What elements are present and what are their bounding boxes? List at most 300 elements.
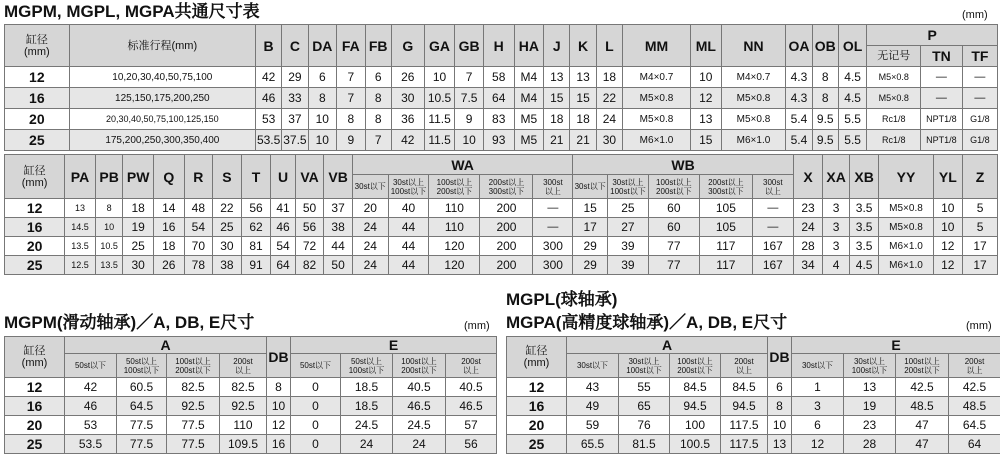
table-cell: 18	[153, 237, 184, 256]
table-cell: 40.5	[446, 378, 497, 397]
table-cell: 60	[648, 199, 699, 218]
table-cell: 25	[123, 237, 154, 256]
db-header: DB	[768, 337, 792, 378]
table-cell: 10	[424, 67, 455, 88]
wb-header: WB	[573, 155, 793, 175]
table-cell: 120	[429, 256, 480, 275]
table-cell: 25	[213, 218, 242, 237]
table-cell: 83	[483, 109, 514, 130]
table-row	[5, 109, 998, 130]
table-cell: 41	[271, 199, 295, 218]
table-cell: —	[533, 199, 573, 218]
table3-title: MGPM(滑动轴承)／A, DB, E尺寸	[4, 313, 255, 332]
table-cell: 20,30,40,50,75,100,125,150	[69, 109, 255, 130]
table-cell: 38	[324, 218, 353, 237]
table-cell: 4.3	[786, 67, 812, 88]
table-cell: 54	[271, 237, 295, 256]
table-cell: 42.5	[949, 378, 1000, 397]
column-header: VA	[295, 155, 324, 199]
table-cell: 24	[352, 256, 388, 275]
table-cell: 18.5	[341, 397, 393, 416]
table-cell: 117.5	[721, 416, 768, 435]
table-cell: 12	[792, 435, 844, 454]
table-cell: 117	[699, 256, 752, 275]
table-cell: —	[921, 88, 963, 109]
bore-cell: 16	[5, 218, 65, 237]
table-cell: 56	[241, 199, 271, 218]
table-cell: 10	[455, 130, 483, 151]
table-cell: 100	[670, 416, 721, 435]
table-cell: 20	[352, 199, 388, 218]
table-cell: 22	[596, 88, 622, 109]
column-header: MM	[623, 25, 691, 67]
table-cell: M5×0.8	[879, 199, 933, 218]
table-cell: 10	[308, 130, 336, 151]
table-cell: M5	[514, 109, 544, 130]
column-header: 100st以上 200st以下	[670, 354, 721, 378]
table-cell: M5×0.8	[623, 109, 691, 130]
table-cell: 10,20,30,40,50,75,100	[69, 67, 255, 88]
table-cell: 92.5	[167, 397, 220, 416]
column-header: PA	[65, 155, 96, 199]
column-header: XB	[849, 155, 879, 199]
bore-cell: 16	[507, 397, 567, 416]
table-cell: 19	[123, 218, 154, 237]
table-cell: 48	[184, 199, 213, 218]
table-cell: 8	[365, 109, 391, 130]
column-header: 300st 以上	[752, 175, 793, 199]
table-cell: 24	[793, 218, 823, 237]
column-header: PB	[95, 155, 123, 199]
table-cell: 15	[690, 130, 721, 151]
table-cell: Rc1/8	[867, 109, 921, 130]
bore-cell: 25	[5, 435, 65, 454]
table-cell: 18.5	[341, 378, 393, 397]
table-cell: 0	[291, 397, 341, 416]
bore-cell: 16	[5, 397, 65, 416]
column-header: 100st以上 200st以下	[648, 175, 699, 199]
table-cell: 5.4	[786, 130, 812, 151]
table-cell: 64.5	[117, 397, 167, 416]
column-header: HA	[514, 25, 544, 67]
table-row	[507, 435, 1000, 454]
column-header: 300st 以上	[533, 175, 573, 199]
table-cell: 8	[365, 88, 391, 109]
table-cell: 105	[699, 218, 752, 237]
dimensions-table-2	[4, 154, 998, 275]
table-row	[5, 88, 998, 109]
table-cell: —	[752, 199, 793, 218]
bore-header: 缸径 (mm)	[5, 155, 65, 199]
table-cell: M6×1.0	[623, 130, 691, 151]
table-cell: 13	[544, 67, 570, 88]
table-cell: 65.5	[567, 435, 619, 454]
table-cell: 77	[648, 256, 699, 275]
table-cell: 27	[608, 218, 649, 237]
table-cell: M5×0.8	[721, 109, 786, 130]
table-cell: 3	[823, 237, 850, 256]
table-cell: 4.3	[786, 88, 812, 109]
bore-cell: 20	[5, 416, 65, 435]
e-header: E	[291, 337, 497, 354]
table-cell: 13	[65, 199, 96, 218]
table-cell: 54	[184, 218, 213, 237]
table-cell: 55	[619, 378, 670, 397]
table-cell: 46.5	[446, 397, 497, 416]
table-cell: 10	[933, 199, 963, 218]
table-cell: 7.5	[455, 88, 483, 109]
table-cell: 9.5	[812, 109, 838, 130]
table-cell: M5×0.8	[623, 88, 691, 109]
table-cell: 100.5	[670, 435, 721, 454]
table-cell: 8	[812, 67, 838, 88]
table-cell: 3.5	[849, 237, 879, 256]
table-cell: 19	[844, 397, 896, 416]
table-cell: 8	[812, 88, 838, 109]
common-dimensions-table	[4, 24, 998, 151]
table-cell: 6	[308, 67, 336, 88]
table-cell: 13.5	[65, 237, 96, 256]
table-cell: 16	[153, 218, 184, 237]
table-cell: 57	[446, 416, 497, 435]
column-header: NN	[721, 25, 786, 67]
table-cell: 12	[933, 237, 963, 256]
table-cell: 7	[365, 130, 391, 151]
bore-cell: 12	[5, 378, 65, 397]
column-header: X	[793, 155, 823, 199]
table-cell: 72	[295, 237, 324, 256]
table-cell: 4.5	[838, 67, 866, 88]
table-cell: 15	[573, 199, 608, 218]
table-cell: M4	[514, 88, 544, 109]
table-cell: 24	[352, 237, 388, 256]
column-header: 30st以上 100st以下	[844, 354, 896, 378]
column-header: B	[255, 25, 281, 67]
bore-cell: 20	[5, 237, 65, 256]
column-header: Q	[153, 155, 184, 199]
table-cell: 6	[365, 67, 391, 88]
bore-cell: 12	[507, 378, 567, 397]
table-cell: 17	[573, 218, 608, 237]
port-header: P	[867, 25, 998, 46]
table-cell: 30	[123, 256, 154, 275]
table-cell: 82.5	[220, 378, 267, 397]
table-cell: 9.5	[812, 130, 838, 151]
bore-cell: 25	[507, 435, 567, 454]
column-header: 200st以上 300st以下	[480, 175, 533, 199]
table-cell: 37	[324, 199, 353, 218]
table-cell: 46.5	[393, 397, 446, 416]
bore-cell: 12	[5, 199, 65, 218]
table-cell: 77.5	[117, 435, 167, 454]
table-cell: 24	[393, 435, 446, 454]
table-cell: 15	[544, 88, 570, 109]
table-cell: 26	[391, 67, 424, 88]
table-cell: 3.5	[849, 218, 879, 237]
table-cell: —	[752, 218, 793, 237]
mgpm-a-db-e-table	[4, 336, 497, 454]
table-cell: NPT1/8	[921, 109, 963, 130]
column-header: L	[596, 25, 622, 67]
table-cell: 46	[255, 88, 281, 109]
table-cell: 60.5	[117, 378, 167, 397]
table-cell: 64	[483, 88, 514, 109]
column-header: S	[213, 155, 242, 199]
column-header: FA	[337, 25, 365, 67]
table-cell: 81	[241, 237, 271, 256]
table-cell: 5.5	[838, 130, 866, 151]
column-header: H	[483, 25, 514, 67]
table-cell: 9	[337, 130, 365, 151]
table-cell: 23	[793, 199, 823, 218]
table-cell: 24.5	[341, 416, 393, 435]
table-cell: 30	[213, 237, 242, 256]
table-cell: 17	[963, 256, 998, 275]
table-cell: 93	[483, 130, 514, 151]
table-cell: 40.5	[393, 378, 446, 397]
table-cell: NPT1/8	[921, 130, 963, 151]
db-header: DB	[267, 337, 291, 378]
table-cell: 12	[933, 256, 963, 275]
table1-title: MGPM, MGPL, MGPA共通尺寸表	[4, 2, 260, 21]
table-cell: 29	[282, 67, 308, 88]
table-cell: 84.5	[721, 378, 768, 397]
table-cell: 59	[567, 416, 619, 435]
table-cell: 18	[570, 109, 596, 130]
table-cell: 9	[455, 109, 483, 130]
table-cell: 26	[153, 256, 184, 275]
table-row	[507, 397, 1000, 416]
table-cell: 21	[570, 130, 596, 151]
table-cell: 91	[241, 256, 271, 275]
table-cell: 3.5	[849, 199, 879, 218]
table-cell: 94.5	[670, 397, 721, 416]
table-cell: 10	[690, 67, 721, 88]
table-row	[5, 397, 497, 416]
column-header: GB	[455, 25, 483, 67]
table-cell: 8	[337, 109, 365, 130]
table-cell: 18	[544, 109, 570, 130]
table-cell: 48.5	[949, 397, 1000, 416]
table-cell: 24	[596, 109, 622, 130]
table-row	[5, 130, 998, 151]
table-cell: 5.4	[786, 109, 812, 130]
column-header: 30st以下	[567, 354, 619, 378]
table-cell: 49	[567, 397, 619, 416]
table-cell: 0	[291, 416, 341, 435]
table-cell: —	[921, 67, 963, 88]
table-cell: 10.5	[424, 88, 455, 109]
column-header: G	[391, 25, 424, 67]
table-cell: 28	[844, 435, 896, 454]
table-cell: M5×0.8	[867, 88, 921, 109]
table-cell: 12.5	[65, 256, 96, 275]
table-cell: 120	[429, 237, 480, 256]
column-header: 50st以下	[65, 354, 117, 378]
table-cell: 4	[823, 256, 850, 275]
table-cell: 21	[544, 130, 570, 151]
bore-header: 缸径 (mm)	[5, 337, 65, 378]
bore-cell: 25	[5, 256, 65, 275]
table-cell: 8	[308, 88, 336, 109]
table-cell: 10.5	[95, 237, 123, 256]
table-cell: 44	[388, 256, 429, 275]
table-cell: 12	[690, 88, 721, 109]
table-cell: 200	[480, 256, 533, 275]
table-cell: 82.5	[167, 378, 220, 397]
table-cell: 77.5	[167, 416, 220, 435]
table-cell: 42	[255, 67, 281, 88]
table-cell: 167	[752, 256, 793, 275]
a-header: A	[65, 337, 267, 354]
table-cell: 37.5	[282, 130, 308, 151]
table-cell: 12	[267, 416, 291, 435]
bore-header: 缸径 (mm)	[5, 25, 70, 67]
table-cell: M5	[514, 130, 544, 151]
table-cell: 37	[282, 109, 308, 130]
table-cell: 3	[823, 218, 850, 237]
table-cell: 10	[267, 397, 291, 416]
table-row	[5, 237, 998, 256]
table4-unit: (mm)	[966, 320, 992, 332]
table-row	[507, 378, 1000, 397]
table-cell: 56	[295, 218, 324, 237]
table-cell: 13.5	[95, 256, 123, 275]
table-cell: 10	[95, 218, 123, 237]
column-header: OL	[838, 25, 866, 67]
table-cell: 44	[388, 218, 429, 237]
column-header: 30st以下	[352, 175, 388, 199]
table-cell: 5.5	[838, 109, 866, 130]
table-cell: 110	[429, 218, 480, 237]
table-cell: 5	[963, 199, 998, 218]
table4-title-line2: MGPA(高精度球轴承)／A, DB, E尺寸	[506, 313, 788, 332]
table-cell: 5	[963, 218, 998, 237]
column-header: 无记号	[867, 46, 921, 67]
table-cell: 58	[483, 67, 514, 88]
table-cell: 77	[648, 237, 699, 256]
column-header: 100st以上 200st以下	[167, 354, 220, 378]
table-cell: 81.5	[619, 435, 670, 454]
stroke-header: 标准行程(mm)	[69, 25, 255, 67]
table-cell: 36	[391, 109, 424, 130]
table-cell: 46	[271, 218, 295, 237]
column-header: R	[184, 155, 213, 199]
table-cell: 300	[533, 237, 573, 256]
table-cell: 167	[752, 237, 793, 256]
table-cell: 47	[896, 435, 949, 454]
table-cell: 50	[324, 256, 353, 275]
table-cell: 50	[295, 199, 324, 218]
table-cell: 25	[608, 199, 649, 218]
bore-cell: 20	[507, 416, 567, 435]
table-row	[5, 256, 998, 275]
table-cell: 64.5	[949, 416, 1000, 435]
column-header: 100st以上 200st以下	[429, 175, 480, 199]
table-cell: 47	[896, 416, 949, 435]
table-cell: M5×0.8	[879, 218, 933, 237]
table-cell: 4.5	[838, 88, 866, 109]
bore-cell: 20	[5, 109, 70, 130]
table-cell: 44	[324, 237, 353, 256]
table-cell: 7	[455, 67, 483, 88]
column-header: 100st以上 200st以下	[393, 354, 446, 378]
table-cell: 24	[352, 218, 388, 237]
bore-cell: 12	[5, 67, 70, 88]
table-cell: M6×1.0	[879, 256, 933, 275]
table-cell: 24.5	[393, 416, 446, 435]
table-cell: 175,200,250,300,350,400	[69, 130, 255, 151]
table-cell: M6×1.0	[879, 237, 933, 256]
table-cell: 40	[388, 199, 429, 218]
a-header: A	[567, 337, 768, 354]
column-header: 30st以上 100st以下	[619, 354, 670, 378]
table3-unit: (mm)	[464, 320, 490, 332]
column-header: VB	[324, 155, 353, 199]
table-cell: 78	[184, 256, 213, 275]
column-header: K	[570, 25, 596, 67]
table-cell: 4.5	[849, 256, 879, 275]
table-cell: 60	[648, 218, 699, 237]
column-header: T	[241, 155, 271, 199]
table-cell: 15	[570, 88, 596, 109]
table-cell: 109.5	[220, 435, 267, 454]
column-header: J	[544, 25, 570, 67]
table-cell: 10	[933, 218, 963, 237]
table-cell: 44	[388, 237, 429, 256]
table-cell: 0	[291, 378, 341, 397]
table-cell: 53.5	[255, 130, 281, 151]
table-cell: 39	[608, 237, 649, 256]
table-row	[5, 218, 998, 237]
table-row	[507, 416, 1000, 435]
column-header: 200st 以上	[721, 354, 768, 378]
column-header: YL	[933, 155, 963, 199]
column-header: 30st以下	[792, 354, 844, 378]
table-cell: 22	[213, 199, 242, 218]
wa-header: WA	[352, 155, 572, 175]
table-cell: 10	[308, 109, 336, 130]
table-cell: 53	[65, 416, 117, 435]
table-cell: 300	[533, 256, 573, 275]
table-cell: 43	[567, 378, 619, 397]
table-cell: 30	[391, 88, 424, 109]
table-cell: 70	[184, 237, 213, 256]
column-header: GA	[424, 25, 455, 67]
column-header: 200st 以上	[949, 354, 1000, 378]
table-row	[5, 67, 998, 88]
table-cell: 56	[446, 435, 497, 454]
table-row	[5, 416, 497, 435]
table-cell: 42.5	[896, 378, 949, 397]
table-cell: —	[962, 67, 997, 88]
table-cell: G1/8	[962, 130, 997, 151]
table-cell: —	[962, 88, 997, 109]
table-cell: 13	[844, 378, 896, 397]
table-cell: M4×0.7	[623, 67, 691, 88]
column-header: YY	[879, 155, 933, 199]
column-header: 50st以上 100st以下	[117, 354, 167, 378]
column-header: 30st以下	[573, 175, 608, 199]
table-row	[5, 199, 998, 218]
table-cell: 1	[792, 378, 844, 397]
column-header: DA	[308, 25, 336, 67]
table-cell: G1/8	[962, 109, 997, 130]
table1-unit: (mm)	[962, 9, 988, 21]
table-cell: 29	[573, 256, 608, 275]
column-header: ML	[690, 25, 721, 67]
table-cell: 0	[291, 435, 341, 454]
